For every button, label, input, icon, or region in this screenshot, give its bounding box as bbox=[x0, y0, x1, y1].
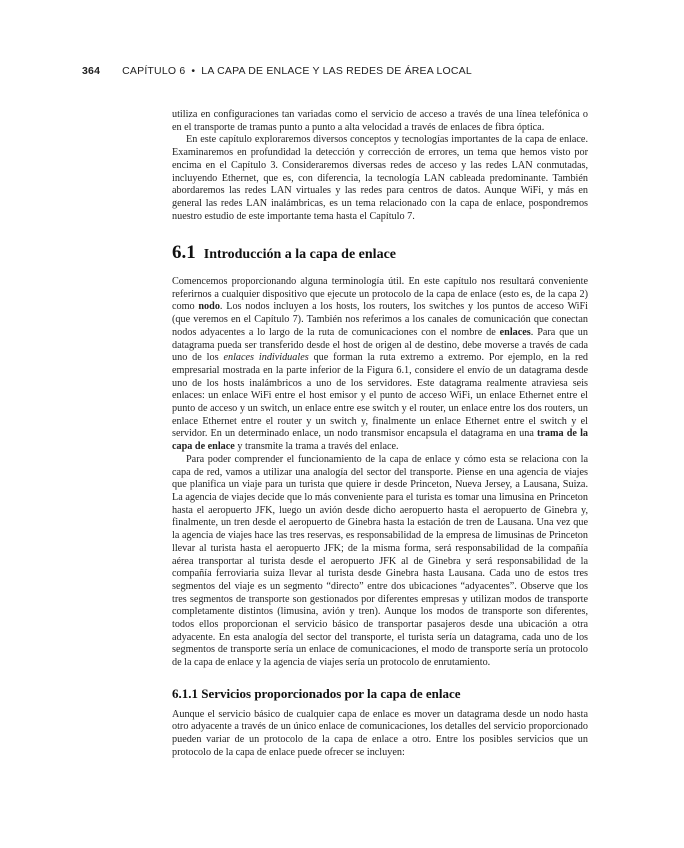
body-text bbox=[172, 109, 588, 759]
section-heading bbox=[172, 242, 588, 264]
text-run: que forman la ruta extremo a extremo. Por ejemplo, en la red empresarial mostrada en la parte inferior de la Figura 6.1, considere el envío de un datagrama desde uno de los hosts inalámbricos a uno de los servidores. Este datagrama realmente atraviesa seis enlaces: un enlace WiFi entre el host emisor y el punto de acceso WiFi, un enlace Ethernet entre el punto de acceso y un switch, un enlace entre ese switch y el router, un enlace entre los dos routers, un enlace Ethernet entre el router y un switch y, finalmente un enlace Ethernet entre el switch y el servidor. En un determinado enlace, un nodo transmisor encapsula el datagrama en una bbox=[172, 352, 588, 440]
text-run: Comencemos proporcionando alguna terminología útil. En este capítulo nos resultará conveniente referirnos a cualquier dispositivo que ejecute un protocolo de la capa de enlace (esto es, de la capa 2) como bbox=[172, 276, 588, 313]
intro-paragraph-2: En este capítulo exploraremos diversos conceptos y tecnologías importantes de la capa de enlace. Examinaremos en profundidad la detección y corrección de errores, un tema que hemos visto por encima en el Capítulo 3. Consideraremos diversas redes de acceso y las redes LAN conmutadas, incluyendo Ethernet, que es, con diferencia, la tecnología LAN cableada predominante. También abordaremos las redes LAN virtuales y las redes para centros de datos. Aunque WiFi, y más en general las redes LAN inalámbricas, es un tema relacionado con la capa de enlace, pospondremos nuestro estudio de este importante tema hasta el Capítulo 7. bbox=[172, 134, 588, 222]
subsection-number: 6.1.1 bbox=[172, 685, 198, 701]
term-enlaces-individuales: enlaces individuales bbox=[223, 352, 309, 364]
term-nodo: nodo bbox=[198, 301, 220, 313]
subsection-title: Servicios proporcionados por la capa de enlace bbox=[201, 685, 461, 701]
chapter-label: CAPÍTULO 6 bbox=[122, 65, 186, 77]
section-paragraph-1 bbox=[172, 276, 588, 454]
term-trama: trama de la capa de enlace bbox=[172, 428, 588, 453]
text-run: y transmite la trama a través del enlace. bbox=[234, 441, 399, 453]
text-run: . Para que un datagrama pueda ser transferido desde el host de origen al de destino, debe moverse a través de cada uno de los bbox=[172, 326, 588, 364]
subsection-paragraph-1: Aunque el servicio básico de cualquier capa de enlace es mover un datagrama desde un nodo hasta otro adyacente a través de un único enlace de comunicaciones, los detalles del servicio proporcionado pueden variar de un protocolo de la capa de enlace a otro. Entre los posibles servicios que un protocolo de la capa de enlace puede ofrecer se incluyen: bbox=[172, 708, 588, 758]
section-number: 6.1 bbox=[172, 242, 196, 264]
intro-paragraph-1: utiliza en configuraciones tan variadas como el servicio de acceso a través de una línea telefónica o en el transporte de tramas punto a punto a alta velocidad a través de enlaces de fibra óptica. bbox=[172, 109, 588, 133]
subsection-heading bbox=[172, 685, 588, 701]
chapter-title: LA CAPA DE ENLACE Y LAS REDES DE ÁREA LOCAL bbox=[201, 65, 472, 77]
running-header bbox=[82, 65, 664, 77]
section-title: Introducción a la capa de enlace bbox=[203, 247, 396, 263]
text-run: . Los nodos incluyen a los hosts, los routers, los switches y los puntos de acceso WiFi (que veremos en el Capítulo 7). También nos referimos a los canales de comunicación que conectan nodos adyacentes a lo largo de la ruta de comunicaciones con el nombre de bbox=[172, 301, 588, 338]
term-enlaces: enlaces bbox=[499, 326, 531, 338]
header-separator: • bbox=[191, 65, 196, 77]
section-paragraph-2: Para poder comprender el funcionamiento de la capa de enlace y cómo esta se relaciona con la capa de red, vamos a utilizar una analogía del sector del transporte. Piense en una agencia de viajes que planifica un viaje para un turista que quiere ir desde Princeton, Nueva Jersey, a Lausana, Suiza. La agencia de viajes decide que lo más conveniente para el turista es tomar una limusina en Princeton hasta el aeropuerto JFK, luego un avión desde dicho aeropuerto hasta el aeropuerto de Ginebra y, finalmente, un tren desde el aeropuerto de Ginebra hasta la estación de tren de Lausana. Una vez que la agencia de viajes hace las tres reservas, es responsabilidad de la empresa de limusinas de Princeton llevar al turista hasta el aeropuerto JFK; de la misma forma, será responsabilidad de la compañía aérea transportar al turista desde el aeropuerto JFK al de Ginebra y será responsabilidad de la compañía ferroviaria suiza llevar al turista desde Ginebra hasta Lausana. Cada uno de estos tres segmentos del viaje es un segmento “directo” entre dos ubicaciones “adyacentes”. Observe que los tres segmentos de transporte son gestionados por diferentes empresas y utilizan modos de transporte completamente distintos (limusina, avión y tren). Aunque los modos de transporte son diferentes, todos ellos proporcionan el servicio básico de transportar pasajeros desde una ubicación a otra adyacente. En esta analogía del sector del transporte, el turista sería un datagrama, cada uno de los segmentos de transporte sería un enlace de comunicaciones, el modo de transporte sería un protocolo de la capa de enlace y la agencia de viajes sería un protocolo de enrutamiento. bbox=[172, 453, 588, 669]
page-number: 364 bbox=[82, 65, 101, 77]
